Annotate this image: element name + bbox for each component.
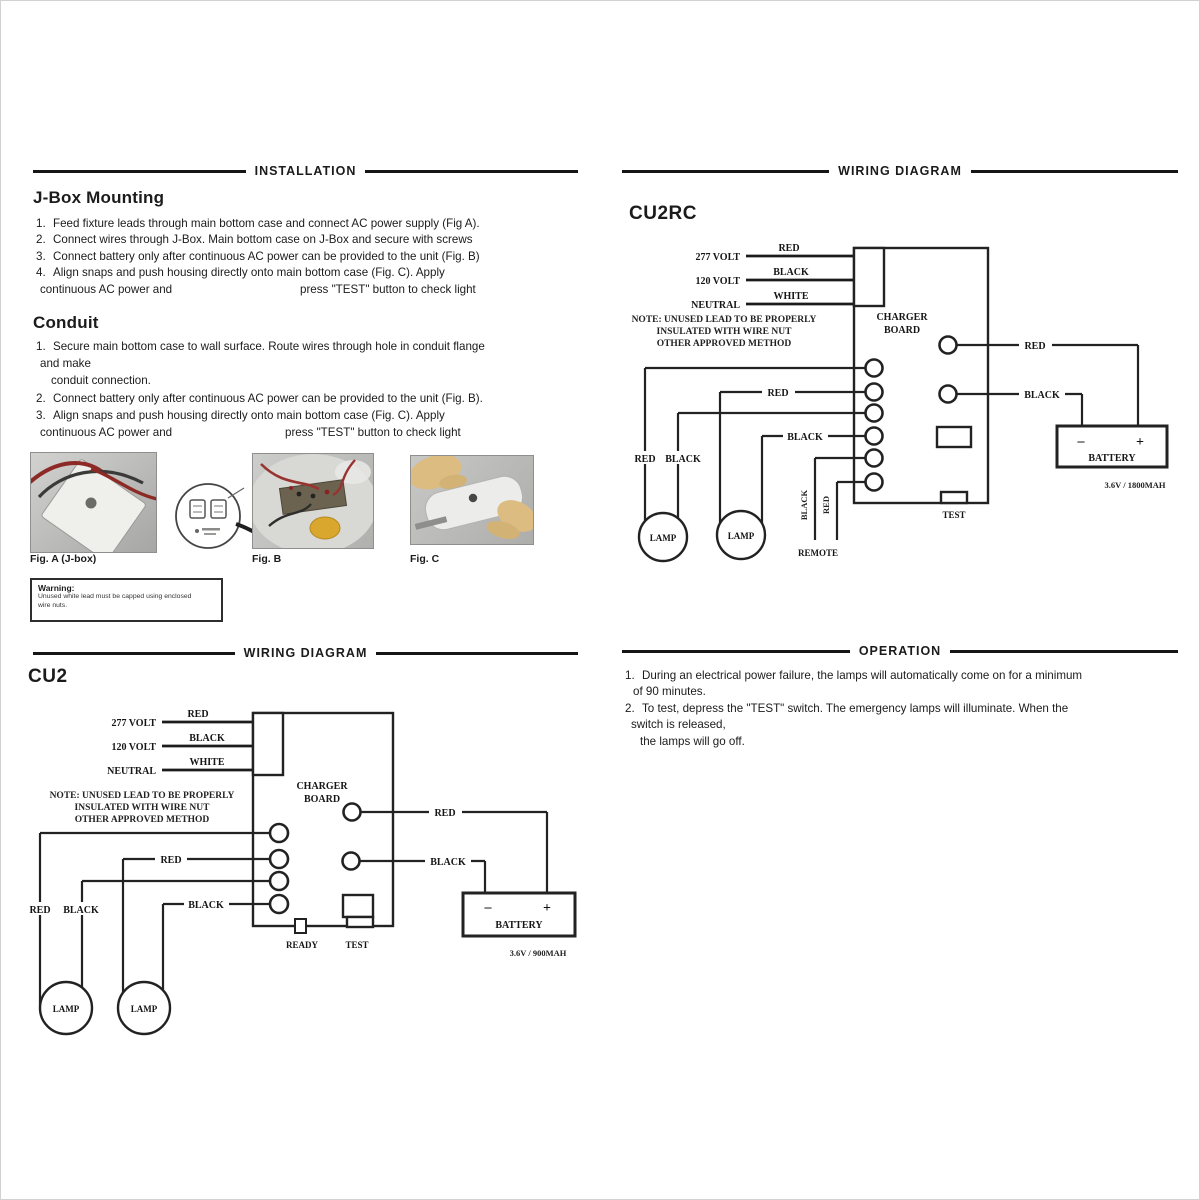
conduit-title: Conduit [33, 313, 99, 332]
svg-text:INSULATED WITH WIRE NUT: INSULATED WITH WIRE NUT [656, 327, 792, 337]
cu2rc-title: CU2RC [629, 203, 697, 224]
detail-dot [195, 529, 199, 533]
list-item: 3. Connect battery only after continuous AC power can be provided to the unit (Fig. B) [36, 249, 480, 263]
cu2-input-wires [107, 709, 256, 777]
header-rule [971, 170, 1178, 173]
battery-label: BATTERY [1088, 453, 1136, 464]
ready-label: READY [285, 940, 319, 950]
battery-plus: + [1136, 435, 1144, 450]
list-item: 1. Secure main bottom case to wall surface. Route wires through hole in conduit flange [36, 340, 485, 353]
svg-text:INSULATED WITH WIRE NUT: INSULATED WITH WIRE NUT [74, 803, 210, 813]
header-rule [365, 170, 578, 173]
cu2rc-input-wires [691, 243, 858, 311]
list-item: 2. Connect wires through J-Box. Main bottom case on J-Box and secure with screws [36, 233, 473, 247]
remote-wire-label: BLACK [799, 489, 809, 521]
cu2-lamps [40, 982, 170, 1034]
battery-minus: – [1077, 434, 1085, 449]
housing-hole [469, 494, 477, 502]
jbox-mounting-list [33, 216, 589, 298]
battery-rating: 3.6V / 1800MAH [1104, 480, 1166, 490]
cu2-ready-led [295, 919, 306, 933]
list-item-continuation: the lamps will go off. [640, 734, 745, 748]
yellow-component [310, 517, 340, 539]
fig-a-label: Fig. A (J-box) [30, 553, 97, 565]
detail-circle [176, 484, 240, 548]
wire-color-label: RED [434, 808, 456, 819]
battery-label: BATTERY [495, 920, 543, 931]
fig-a-photo [30, 452, 157, 553]
fig-c-label: Fig. C [410, 553, 440, 565]
lamp-label: LAMP [649, 533, 677, 543]
wire-color-label: RED [1024, 341, 1046, 352]
board-label: CHARGER [296, 781, 348, 792]
remote-wire-label: RED [821, 496, 831, 514]
fig-a-jbox-illustration [31, 453, 156, 552]
cu2-test-button-base [347, 917, 373, 927]
lamp-label: LAMP [727, 531, 755, 541]
cu2-lamp-wires [27, 833, 271, 1006]
wiring-diagram-header-label: WIRING DIAGRAM [838, 164, 962, 178]
wire-color-label: BLACK [787, 432, 823, 443]
installation-header [33, 164, 578, 178]
fig-c-photo [410, 455, 534, 545]
list-item-continuation: of 90 minutes. [633, 685, 706, 699]
warning-box [30, 578, 223, 622]
wiring-diagram-header-bottom [33, 646, 578, 660]
cu2-test-button [343, 895, 373, 917]
wire-color-label: BLACK [188, 900, 224, 911]
jbox-hole [86, 498, 97, 509]
operation-header-label: OPERATION [858, 644, 942, 658]
warning-line: wire nuts. [38, 601, 68, 609]
list-item: 2. Connect battery only after continuous AC power can be provided to the unit (Fig. B). [36, 391, 483, 405]
input-terminal-label: 277 VOLT [111, 718, 156, 729]
battery-plus: + [543, 901, 551, 916]
wire-color-label: RED [160, 855, 182, 866]
header-rule [622, 170, 829, 173]
cu2rc-battery [1057, 426, 1167, 490]
cu2-input-connector [253, 713, 283, 775]
cu2rc-lamps [639, 511, 765, 561]
cu2-diagram [15, 700, 600, 1040]
list-item: 3. Align snaps and push housing directly onto main bottom case (Fig. C). Apply [36, 408, 445, 422]
warning-line: Unused white lead must be capped using enclosed [38, 593, 192, 600]
list-item: 2. To test, depress the "TEST" switch. The emergency lamps will illuminate. When the [625, 701, 1069, 715]
input-terminal-label: NEUTRAL [107, 766, 156, 777]
list-item-continuation: continuous AC power and press "TEST" button to check light [40, 282, 476, 296]
header-rule [33, 652, 235, 655]
fig-b-label: Fig. B [252, 553, 282, 565]
cu2rc-note [632, 315, 817, 349]
list-item-continuation: switch is released, [631, 718, 726, 732]
battery-rating: 3.6V / 900MAH [509, 948, 567, 958]
wire-color-label: BLACK [773, 267, 809, 278]
list-item: 1. Feed fixture leads through main bottom case and connect AC power supply (Fig A). [36, 217, 480, 230]
wiring-diagram-header-label: WIRING DIAGRAM [243, 646, 368, 660]
wire-color-label: BLACK [430, 857, 466, 868]
header-rule [376, 652, 578, 655]
cu2-note [50, 791, 235, 825]
header-rule [950, 650, 1178, 653]
cu2rc-board-component [937, 427, 971, 447]
cu2rc-diagram [615, 235, 1190, 570]
list-item: 1. During an electrical power failure, the lamps will automatically come on for a minimum [625, 669, 1083, 682]
cu2-title: CU2 [28, 666, 68, 687]
wire-color-label: BLACK [189, 733, 225, 744]
input-terminal-label: NEUTRAL [691, 300, 740, 311]
cu2-battery [463, 893, 575, 958]
wire-color-label: BLACK [1024, 390, 1060, 401]
warning-title: Warning: [38, 583, 75, 593]
wire-color-label: RED [29, 905, 51, 916]
wire-color-label: RED [778, 243, 800, 254]
remote-label: REMOTE [797, 548, 839, 558]
board-label: BOARD [883, 325, 921, 336]
wire-color-label: RED [767, 388, 789, 399]
wire-color-label: WHITE [773, 291, 809, 302]
fig-b-photo [252, 453, 374, 549]
wire-color-label: BLACK [665, 454, 701, 465]
board-label: BOARD [303, 794, 341, 805]
fig-c-housing-hands [411, 456, 533, 544]
wire-color-label: WHITE [189, 757, 225, 768]
lamp-label: LAMP [130, 1004, 158, 1014]
input-terminal-label: 120 VOLT [111, 742, 156, 753]
cu2rc-input-connector [854, 248, 884, 306]
svg-text:OTHER APPROVED METHOD: OTHER APPROVED METHOD [656, 339, 792, 349]
input-terminal-label: 277 VOLT [695, 252, 740, 263]
header-rule [33, 170, 246, 173]
test-label: TEST [345, 940, 369, 950]
wire-color-label: BLACK [63, 905, 99, 916]
list-item-continuation: conduit connection. [51, 374, 151, 388]
operation-list [622, 668, 1178, 750]
wire-color-label: RED [634, 454, 656, 465]
wiring-diagram-header-top [622, 164, 1178, 178]
cu2rc-test-pad [941, 492, 967, 503]
list-item-continuation: and make [40, 357, 91, 371]
board-label: CHARGER [876, 312, 928, 323]
lamp-label: LAMP [52, 1004, 80, 1014]
svg-text:OTHER APPROVED METHOD: OTHER APPROVED METHOD [74, 815, 210, 825]
header-rule [622, 650, 850, 653]
svg-text:NOTE: UNUSED LEAD TO BE PROPER: NOTE: UNUSED LEAD TO BE PROPERLY [631, 315, 817, 325]
operation-header [622, 644, 1178, 658]
test-label: TEST [942, 510, 966, 520]
list-item-continuation: continuous AC power and press "TEST" button to check light [40, 426, 461, 440]
installation-header-label: INSTALLATION [254, 164, 357, 178]
list-item: 4. Align snaps and push housing directly onto main bottom case (Fig. C). Apply [36, 266, 445, 280]
svg-text:NOTE: UNUSED LEAD TO BE PROPER: NOTE: UNUSED LEAD TO BE PROPERLY [49, 791, 235, 801]
fig-b-fixture-interior [253, 454, 373, 548]
jbox-mounting-title: J-Box Mounting [33, 188, 165, 207]
wire-color-label: RED [187, 709, 209, 720]
conduit-list [33, 338, 589, 441]
battery-minus: – [484, 900, 492, 915]
input-terminal-label: 120 VOLT [695, 276, 740, 287]
